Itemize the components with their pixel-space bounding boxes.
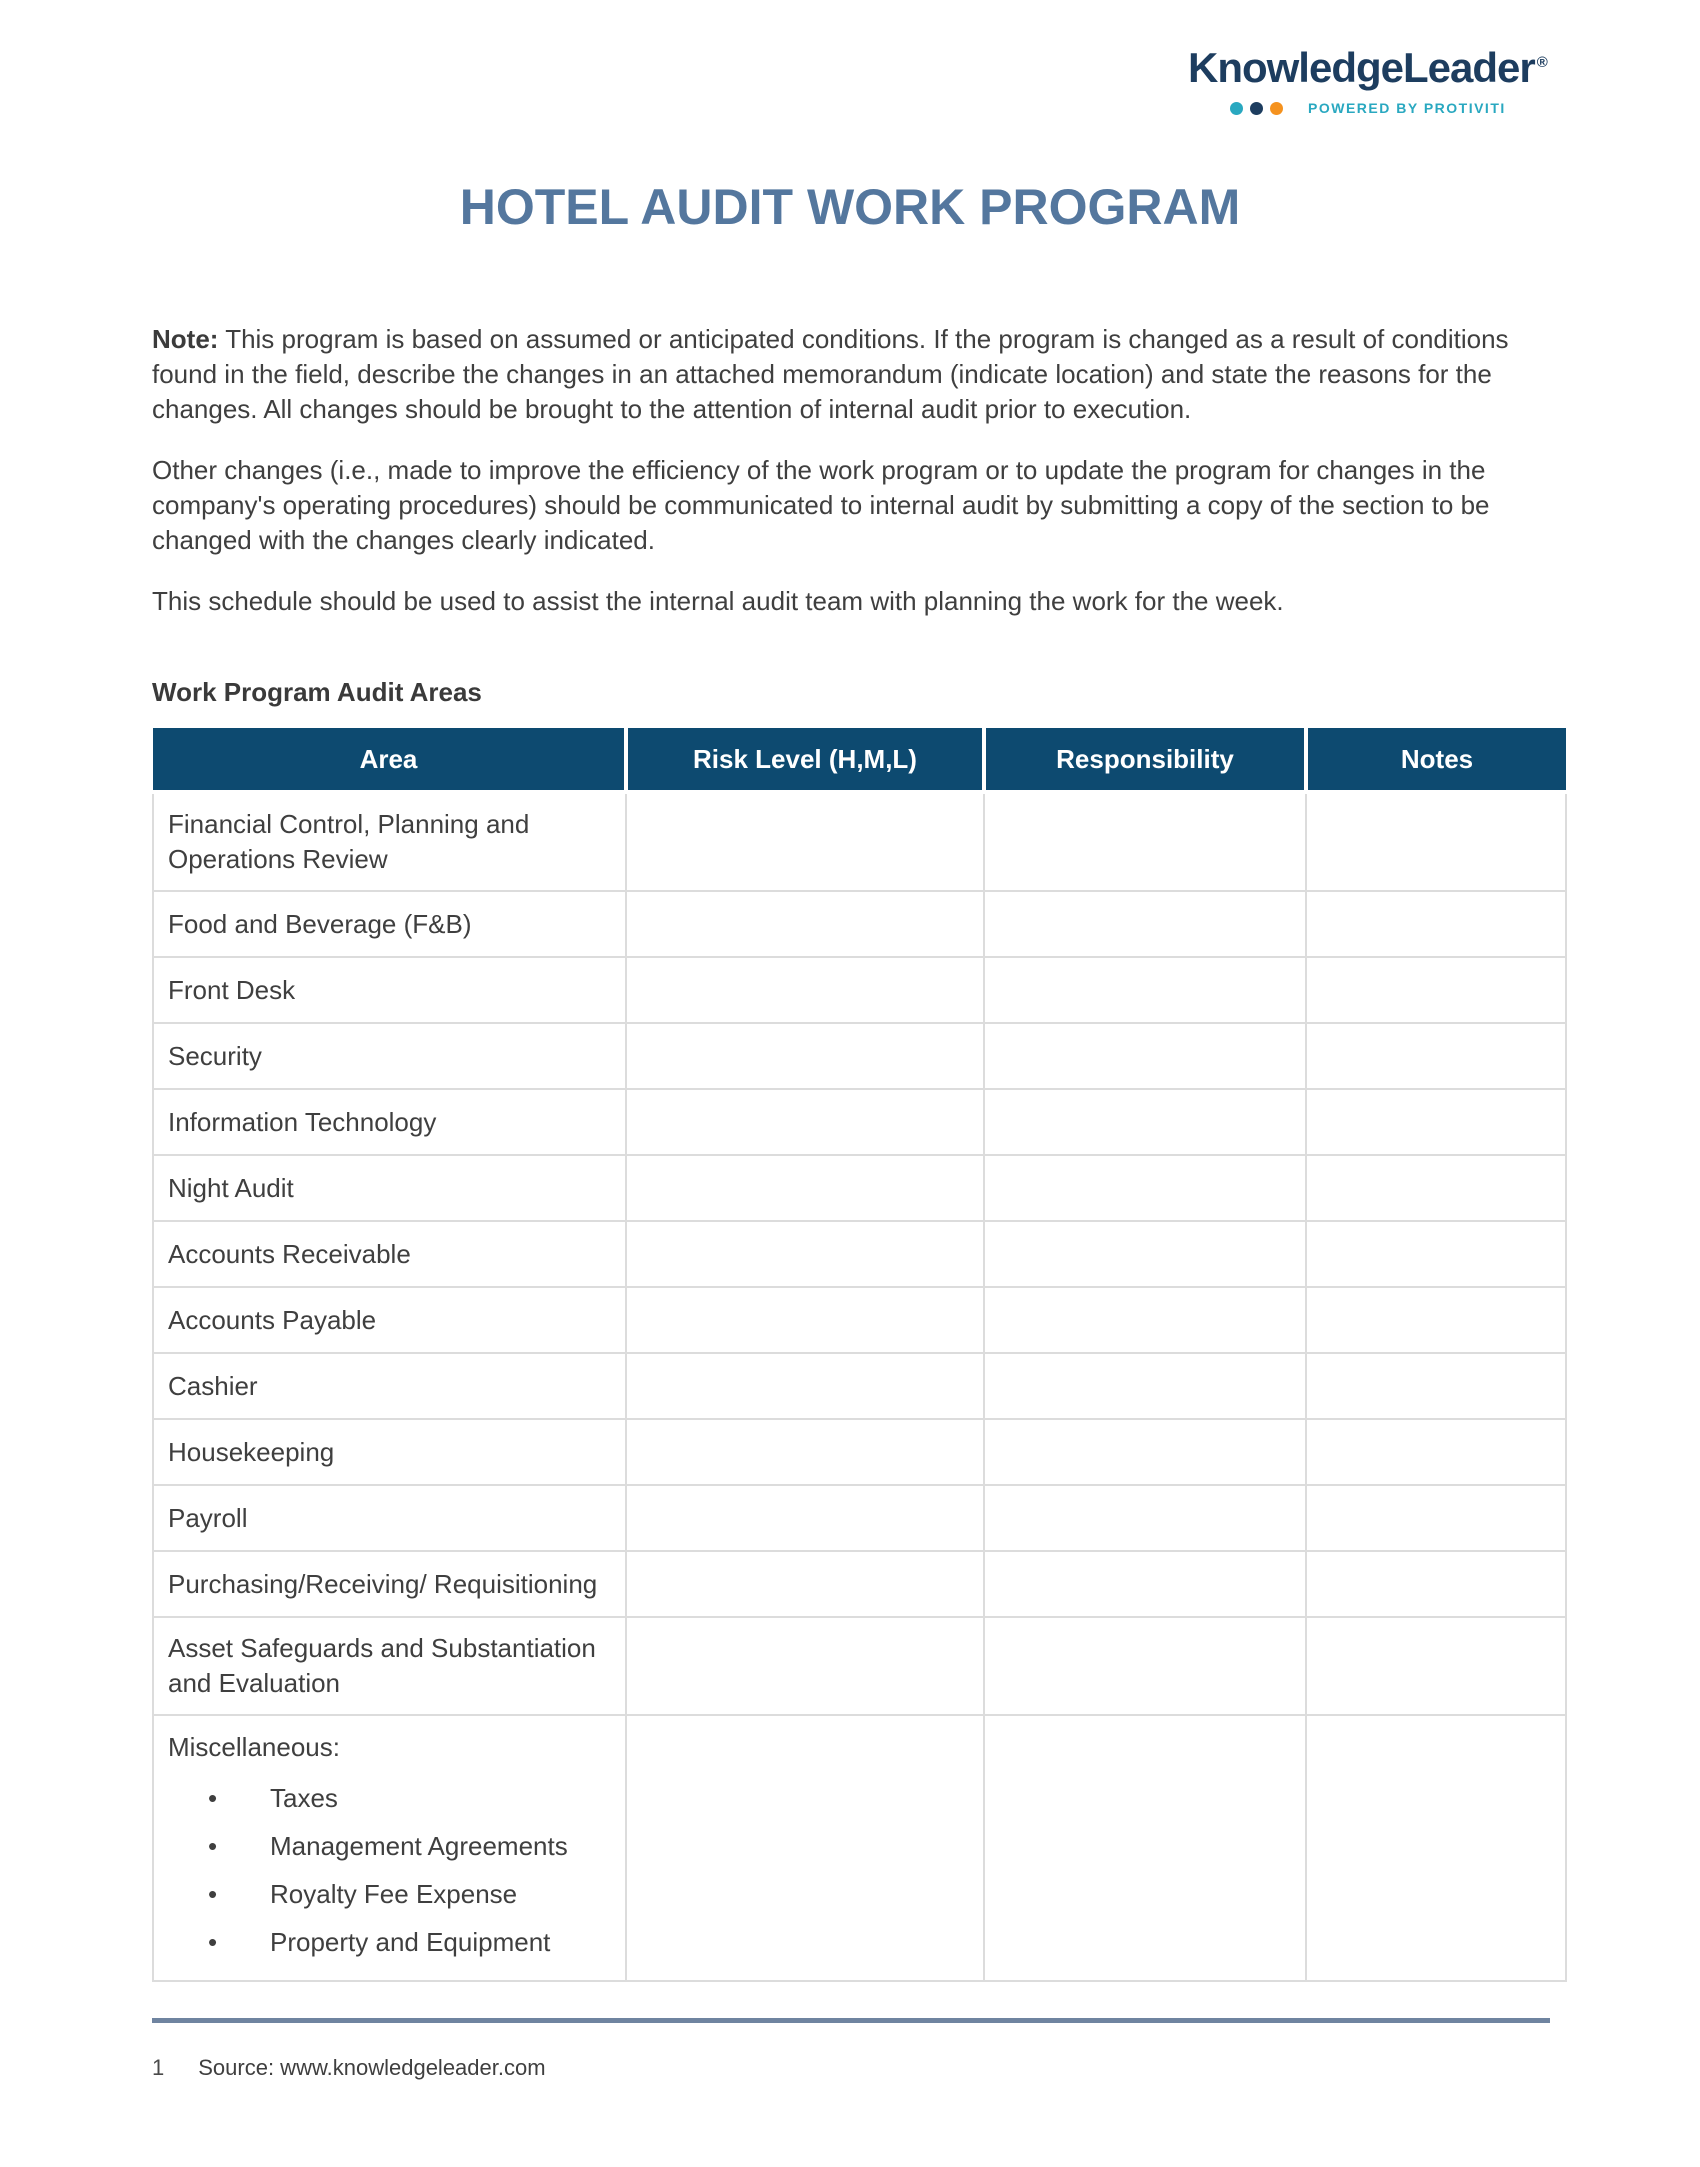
risk-level-cell	[626, 1023, 984, 1089]
document-body	[152, 322, 1565, 1982]
notes-cell	[1306, 1089, 1566, 1155]
risk-level-cell	[626, 1419, 984, 1485]
header-cell-area: Area	[153, 728, 626, 792]
logo-wordmark	[1188, 44, 1548, 92]
logo-tagline: POWERED BY PROTIVITI	[1308, 100, 1506, 116]
bullet-item: • Royalty Fee Expense	[208, 1877, 611, 1912]
table-row	[153, 1089, 1566, 1155]
logo-text: KnowledgeLeader	[1188, 44, 1535, 91]
area-cell: Night Audit	[153, 1155, 626, 1221]
table-row	[153, 1485, 1566, 1551]
area-cell: Food and Beverage (F&B)	[153, 891, 626, 957]
responsibility-cell	[984, 957, 1306, 1023]
responsibility-cell	[984, 1419, 1306, 1485]
paragraph-other-changes: Other changes (i.e., made to improve the efficiency of the work program or to update the program for changes in the company's operating procedures) should be communicated to internal audit by submitting a copy of the section to be changed with the changes clearly indicated.	[152, 455, 1490, 555]
footer-divider	[152, 2018, 1550, 2023]
area-cell: Housekeeping	[153, 1419, 626, 1485]
responsibility-cell	[984, 891, 1306, 957]
responsibility-cell	[984, 1221, 1306, 1287]
page-number: 1	[152, 2055, 165, 2080]
responsibility-cell	[984, 1617, 1306, 1715]
table-header	[153, 728, 1566, 792]
risk-level-cell	[626, 1287, 984, 1353]
risk-level-cell	[626, 891, 984, 957]
area-cell: Payroll	[153, 1485, 626, 1551]
table-row	[153, 1023, 1566, 1089]
risk-level-cell	[626, 792, 984, 891]
responsibility-cell	[984, 1715, 1306, 1981]
area-cell: Accounts Receivable	[153, 1221, 626, 1287]
miscellaneous-bullet-list	[168, 1781, 611, 1960]
page-title: HOTEL AUDIT WORK PROGRAM	[459, 179, 1241, 235]
table-row	[153, 1617, 1566, 1715]
responsibility-cell	[984, 1089, 1306, 1155]
area-cell: Information Technology	[153, 1089, 626, 1155]
paragraph-schedule: This schedule should be used to assist the internal audit team with planning the work for the week.	[152, 586, 1284, 616]
area-cell: Security	[153, 1023, 626, 1089]
notes-cell	[1306, 1715, 1566, 1981]
notes-cell	[1306, 1287, 1566, 1353]
table-row-miscellaneous	[153, 1715, 1566, 1981]
area-cell: Financial Control, Planning and Operations Review	[153, 792, 626, 891]
table-row	[153, 1551, 1566, 1617]
logo-tagline-row	[1188, 100, 1548, 116]
table-row	[153, 792, 1566, 891]
table-row	[153, 1155, 1566, 1221]
area-cell: Accounts Payable	[153, 1287, 626, 1353]
risk-level-cell	[626, 1485, 984, 1551]
notes-cell	[1306, 1419, 1566, 1485]
area-cell: Asset Safeguards and Substantiation and Evaluation	[153, 1617, 626, 1715]
notes-cell	[1306, 792, 1566, 891]
notes-cell	[1306, 1617, 1566, 1715]
responsibility-cell	[984, 1023, 1306, 1089]
responsibility-cell	[984, 1485, 1306, 1551]
risk-level-cell	[626, 1353, 984, 1419]
source-text: Source: www.knowledgeleader.com	[198, 2055, 546, 2080]
notes-cell	[1306, 1353, 1566, 1419]
footer	[152, 2055, 1700, 2081]
risk-level-cell	[626, 1617, 984, 1715]
note-body: This program is based on assumed or anticipated conditions. If the program is changed as a result of conditions found in the field, describe the changes in an attached memorandum (indicate location) and state the reasons for the changes. All changes should be brought to the attention of internal audit prior to execution.	[152, 324, 1509, 424]
risk-level-cell	[626, 1551, 984, 1617]
risk-level-cell	[626, 1715, 984, 1981]
header-cell-risk-level: Risk Level (H,M,L)	[626, 728, 984, 792]
logo-dot-orange-icon	[1270, 102, 1283, 115]
header-cell-responsibility: Responsibility	[984, 728, 1306, 792]
notes-cell	[1306, 891, 1566, 957]
area-cell: Purchasing/Receiving/ Requisitioning	[153, 1551, 626, 1617]
section-heading: Work Program Audit Areas	[152, 677, 482, 707]
note-label: Note:	[152, 324, 219, 354]
table-row	[153, 1419, 1566, 1485]
table-row	[153, 1353, 1566, 1419]
audit-areas-table	[152, 728, 1567, 1982]
header-row	[153, 728, 1566, 792]
responsibility-cell	[984, 1287, 1306, 1353]
logo-dot-navy-icon	[1250, 102, 1263, 115]
bullet-item: • Management Agreements	[208, 1829, 611, 1864]
risk-level-cell	[626, 1155, 984, 1221]
notes-cell	[1306, 1551, 1566, 1617]
bullet-item: • Taxes	[208, 1781, 611, 1816]
table-row	[153, 891, 1566, 957]
notes-cell	[1306, 1485, 1566, 1551]
logo-dot-teal-icon	[1230, 102, 1243, 115]
responsibility-cell	[984, 1551, 1306, 1617]
header-cell-notes: Notes	[1306, 728, 1566, 792]
paragraph-note	[152, 322, 1565, 427]
responsibility-cell	[984, 792, 1306, 891]
area-cell: Cashier	[153, 1353, 626, 1419]
table-row	[153, 957, 1566, 1023]
table-row	[153, 1287, 1566, 1353]
table-row	[153, 1221, 1566, 1287]
notes-cell	[1306, 1221, 1566, 1287]
notes-cell	[1306, 1023, 1566, 1089]
table-body	[153, 792, 1566, 1981]
responsibility-cell	[984, 1353, 1306, 1419]
notes-cell	[1306, 1155, 1566, 1221]
risk-level-cell	[626, 1221, 984, 1287]
risk-level-cell	[626, 957, 984, 1023]
area-cell: Front Desk	[153, 957, 626, 1023]
miscellaneous-label: Miscellaneous:	[168, 1732, 340, 1762]
risk-level-cell	[626, 1089, 984, 1155]
registered-trademark-icon: ®	[1536, 54, 1547, 71]
notes-cell	[1306, 957, 1566, 1023]
responsibility-cell	[984, 1155, 1306, 1221]
area-cell-miscellaneous	[153, 1715, 626, 1981]
bullet-item: • Property and Equipment	[208, 1925, 611, 1960]
knowledgeleader-logo	[1188, 44, 1548, 116]
